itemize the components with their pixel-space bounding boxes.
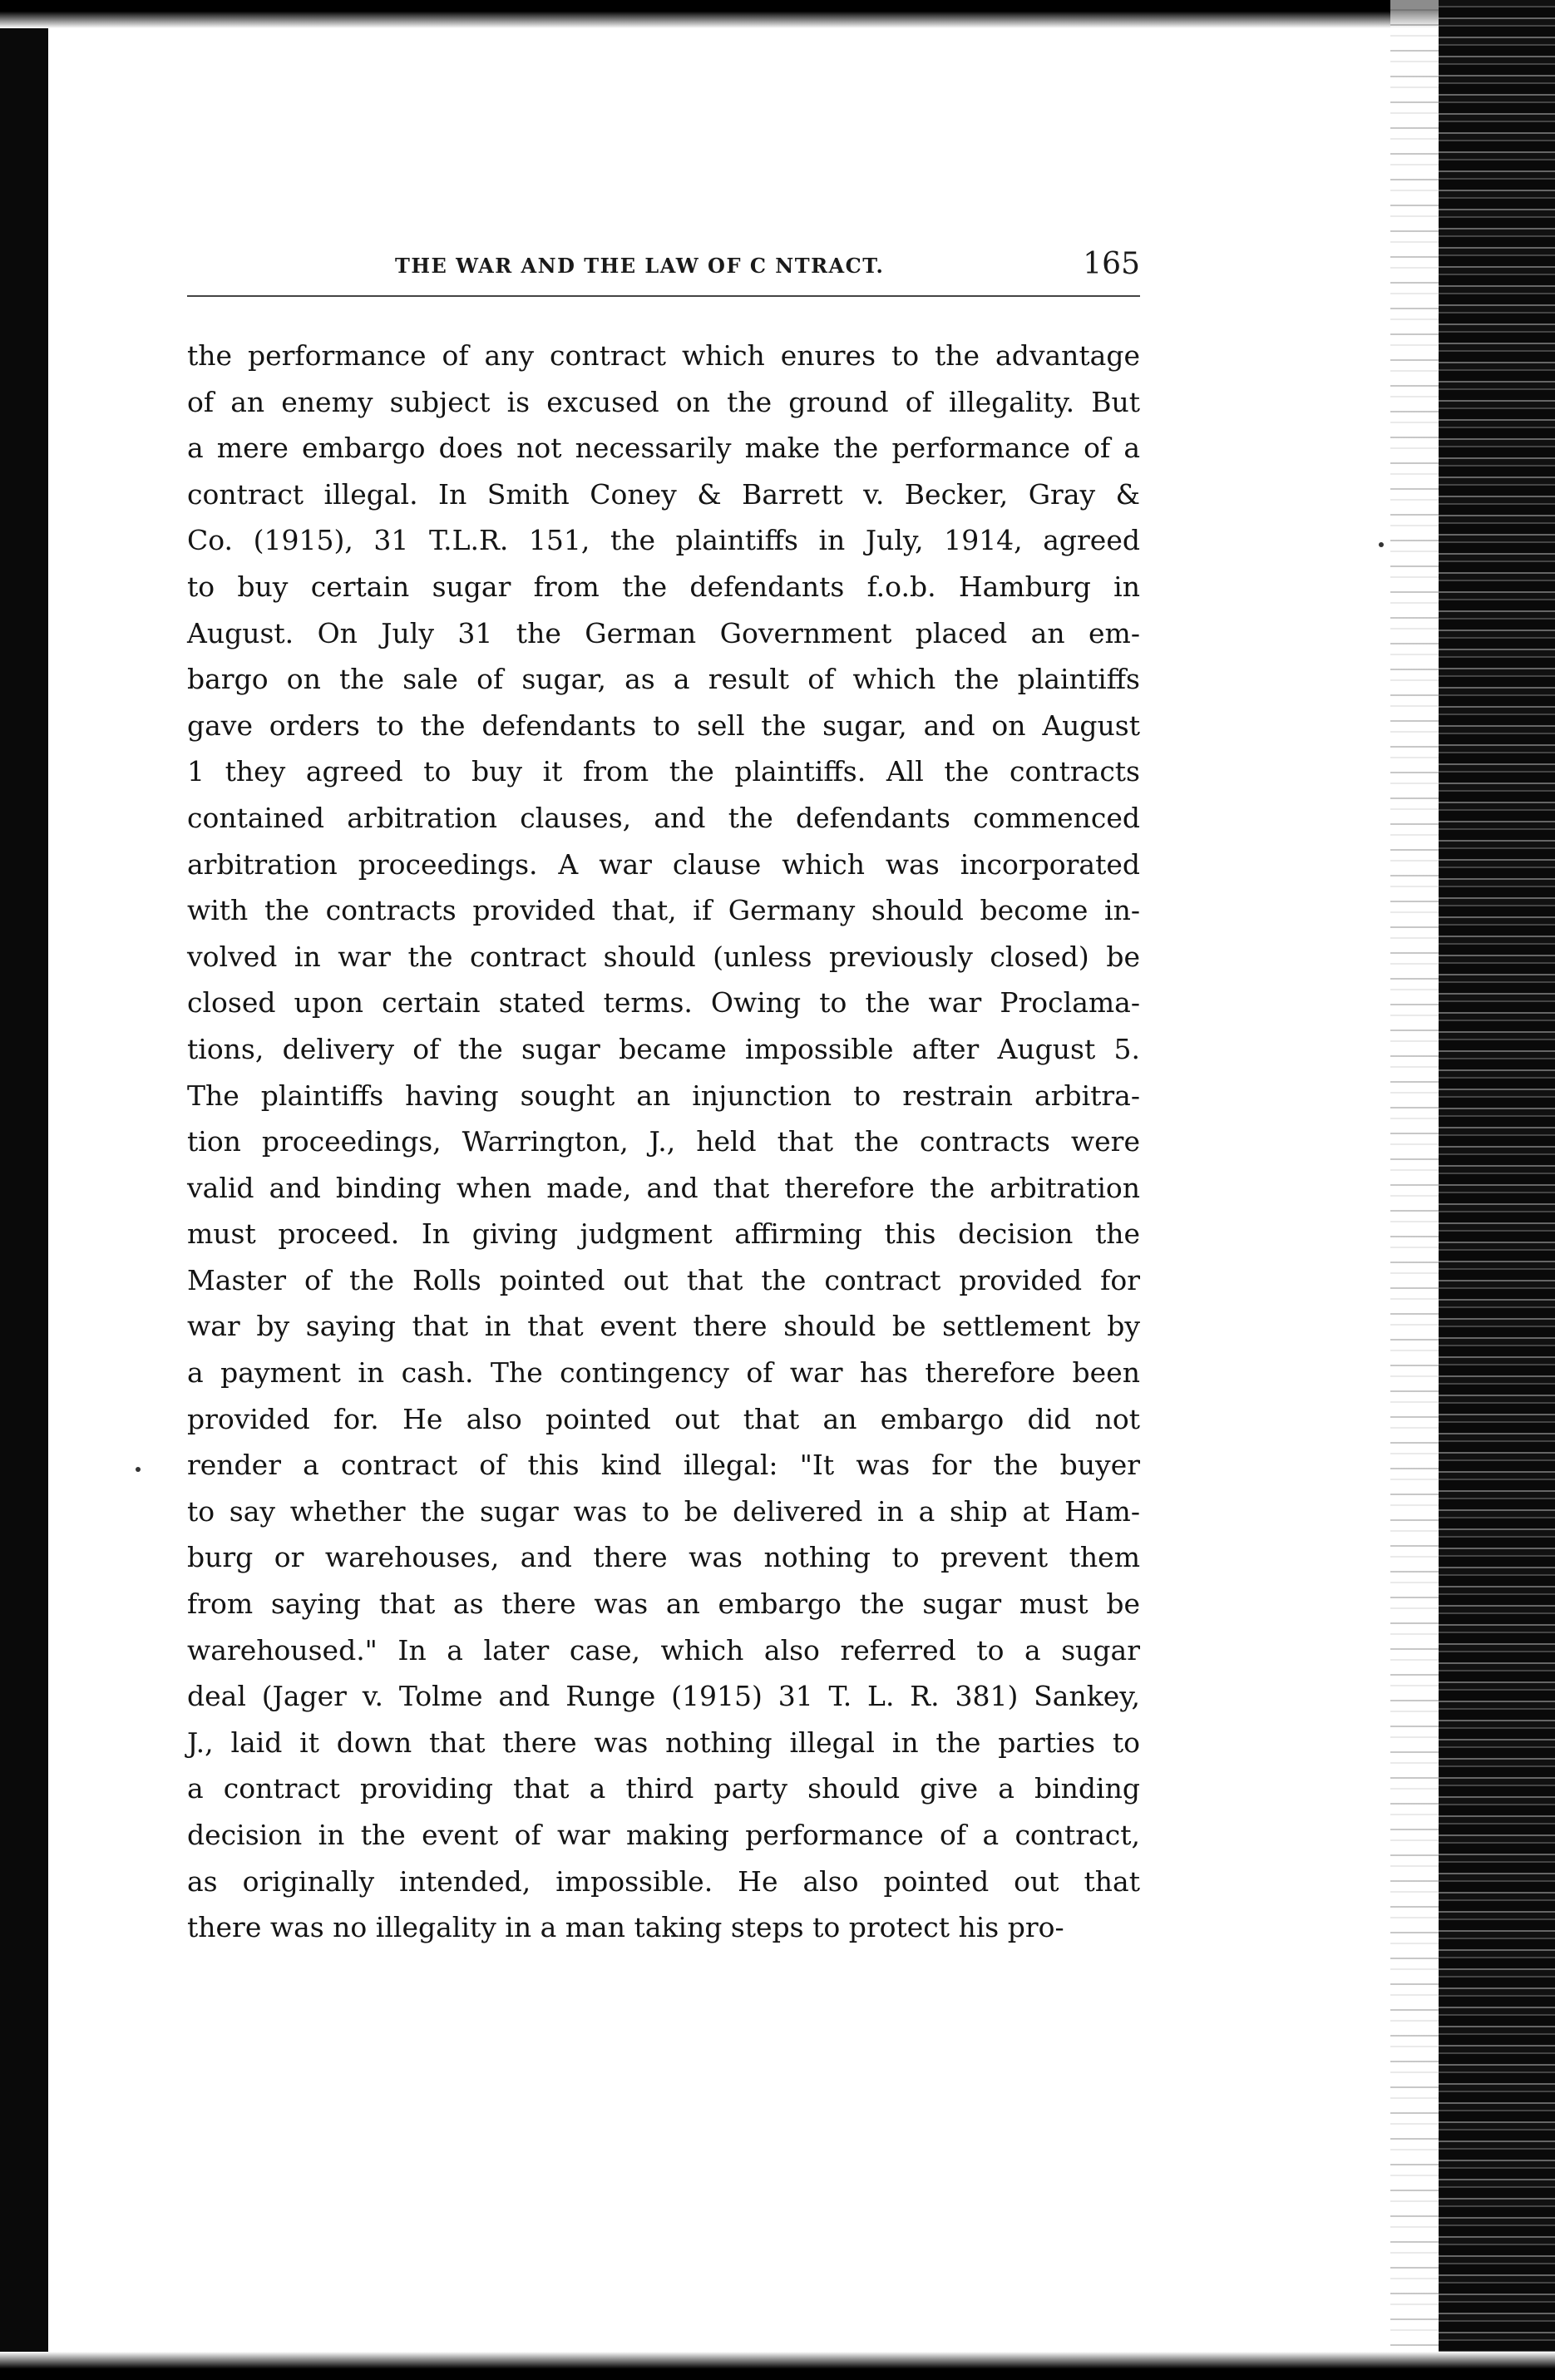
text-line: the performance of any contract which enures to the advantage bbox=[187, 339, 1140, 372]
scan-top-edge bbox=[0, 0, 1464, 28]
text-line: contained arbitration clauses, and the defendants commenced bbox=[187, 801, 1140, 834]
text-line: a contract providing that a third party should give a binding bbox=[187, 1772, 1140, 1805]
text-line: of an enemy subject is excused on the ground of illegality. But bbox=[187, 385, 1140, 418]
scan-left-edge bbox=[0, 0, 48, 2380]
text-line: The plaintiffs having sought an injunction to restrain arbitra- bbox=[187, 1079, 1140, 1112]
scan-page-gutter bbox=[1390, 0, 1439, 2380]
text-line: from saying that as there was an embargo the sugar must be bbox=[187, 1587, 1140, 1621]
text-line: to say whether the sugar was to be delivered in a ship at Ham- bbox=[187, 1494, 1140, 1528]
text-line: must proceed. In giving judgment affirming this decision the bbox=[187, 1217, 1140, 1251]
text-line: decision in the event of war making performance of a contract, bbox=[187, 1819, 1140, 1851]
body-text bbox=[187, 333, 1140, 1951]
text-line: to buy certain sugar from the defendants f.o.b. Hamburg in bbox=[187, 570, 1140, 603]
scan-right-edge bbox=[1439, 0, 1555, 2380]
text-line: render a contract of this kind illegal: "It was for the buyer bbox=[187, 1449, 1140, 1482]
scan-bottom-edge bbox=[0, 2352, 1555, 2380]
text-line: there was no illegality in a man taking steps to protect his pro- bbox=[187, 1911, 1064, 1944]
margin-mark bbox=[1379, 542, 1384, 547]
text-line: as originally intended, impossible. He also pointed out that bbox=[187, 1864, 1140, 1898]
text-line: with the contracts provided that, if Germany should become in- bbox=[187, 894, 1140, 927]
text-line: closed upon certain stated terms. Owing to the war Proclama- bbox=[187, 986, 1140, 1020]
text-line: a payment in cash. The contingency of war has therefore been bbox=[187, 1356, 1140, 1390]
text-line: gave orders to the defendants to sell the sugar, and on August bbox=[187, 709, 1140, 742]
text-line: provided for. He also pointed out that an embargo did not bbox=[187, 1402, 1140, 1435]
text-line: valid and binding when made, and that therefore the arbitration bbox=[187, 1171, 1140, 1204]
text-line: bargo on the sale of sugar, as a result of which the plaintiffs bbox=[187, 663, 1140, 696]
text-line: contract illegal. In Smith Coney & Barrett v. Becker, Gray & bbox=[187, 477, 1140, 511]
text-line: deal (Jager v. Tolme and Runge (1915) 31 T. L. R. 381) Sankey, bbox=[187, 1680, 1140, 1713]
text-line: a mere embargo does not necessarily make the performance of a bbox=[187, 432, 1140, 465]
text-line: tions, delivery of the sugar became impossible after August 5. bbox=[187, 1032, 1140, 1065]
text-line: burg or warehouses, and there was nothing to prevent them bbox=[187, 1541, 1140, 1574]
text-line: volved in war the contract should (unless previously closed) be bbox=[187, 940, 1140, 973]
text-line: war by saying that in that event there should be settlement by bbox=[187, 1310, 1140, 1343]
running-header bbox=[187, 247, 1140, 290]
page-number: 165 bbox=[1083, 247, 1140, 281]
text-line: J., laid it down that there was nothing illegal in the parties to bbox=[187, 1726, 1140, 1759]
text-line: Co. (1915), 31 T.L.R. 151, the plaintiffs in July, 1914, agreed bbox=[187, 524, 1140, 557]
text-line: Master of the Rolls pointed out that the contract provided for bbox=[187, 1263, 1140, 1296]
text-line: tion proceedings, Warrington, J., held that the contracts were bbox=[187, 1125, 1140, 1158]
text-line: warehoused." In a later case, which also referred to a sugar bbox=[187, 1633, 1140, 1666]
text-line: arbitration proceedings. A war clause which was incorporated bbox=[187, 847, 1140, 881]
text-line: August. On July 31 the German Government placed an em- bbox=[187, 616, 1140, 649]
margin-mark bbox=[136, 1467, 141, 1472]
text-line: 1 they agreed to buy it from the plaintiffs. All the contracts bbox=[187, 755, 1140, 788]
header-rule bbox=[187, 295, 1140, 297]
running-title: THE WAR AND THE LAW OF C NTRACT. bbox=[395, 254, 885, 278]
